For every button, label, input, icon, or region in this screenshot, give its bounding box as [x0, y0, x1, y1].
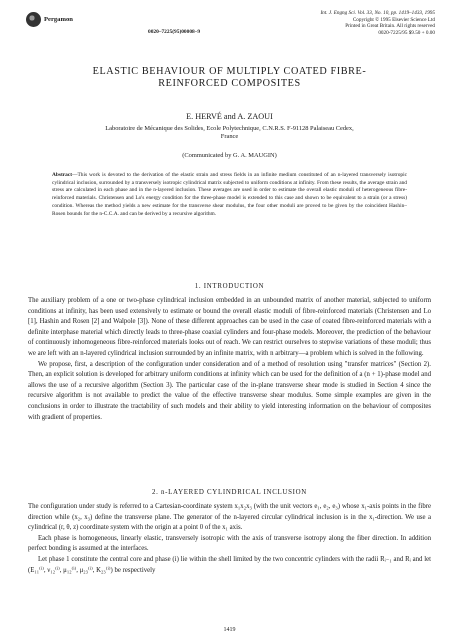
abstract-label: Abstract [52, 172, 73, 178]
section-1-heading: 1. INTRODUCTION [194, 283, 265, 290]
pergamon-logo [26, 12, 41, 27]
section-1-body [28, 296, 431, 423]
price-line: 0020-7225/95 $9.50 + 0.00 [378, 29, 435, 36]
journal-citation: Int. J. Engng Sci. Vol. 33, No. 10, pp. 1419–1433, 1995 [320, 10, 435, 16]
affiliation-line-2: France [220, 133, 239, 141]
affiliation [40, 125, 419, 142]
paragraph: We propose, first, a description of the configuration under consideration and of a method of resolution using "transfer matrices" (Section 2). Then, an explicit solution is developed for arbitrary uniform conditions at infinity which can be used for the definition of a (n + 1)-phase model and allows the use of a recursive algorithm (Section 3). The particular case of the in-plane transverse shear mode is studied in Section 4 since the recursive algorithm is not available to predict the value of the effective transverse shear modulus. Some simple examples are given in the conclusions in order to illustrate the tractability of such models and their ability to yield interesting information on the behaviour of composites with gradient of properties. [28, 360, 431, 421]
title-line-2: REINFORCED COMPOSITES [158, 78, 301, 90]
title-line-1: ELASTIC BEHAVIOUR OF MULTIPLY COATED FIBRE- [92, 66, 367, 77]
paper-title [40, 66, 419, 91]
authors: E. HERVÉ and A. ZAOUI [186, 112, 273, 121]
affiliation-line-1: Laboratoire de Mécanique des Solides, Ecole Polytechnique, C.N.R.S. F-91128 Palaiseau Cedex, [105, 125, 354, 132]
article-code: 0020–7225(95)00008–9 [148, 29, 201, 35]
abstract-text: —This work is devoted to the derivation of the elastic strain and stress fields in an infinite medium constituted of an n-layered transversely isotropic cylindrical inclusion, surrounded by a transversely isotropic cylindrical matrix subjected to uniform conditions at infinity. From these results, the average strain and stress are calculated in each phase and in the n-layered inclusion. These averages are used in order to estimate the overall elastic moduli of heterogeneous fibre-reinforced materials. Christensen and Lo's energy condition for the three-phase model is extended to this case and shown to be equivalent to a strain (or a stress) condition. Whereas the method yields a new estimate for the transverse shear modulus, the four other moduli are proved to be given by the coincident Hashin–Rosen bounds for the n-C.C.A. and can be derived by a recursive algorithm. [52, 172, 407, 217]
journal-header [320, 10, 435, 36]
paragraph: The configuration under study is referred to a Cartesian-coordinate system x₁x₂x₃ (with the unit vectors e₁, e₂, e₃) whose x₁-axis points in the fibre direction while (x₂, x₃) define the transverse plane. The generator of the n-layered circular cylindrical inclusion is in the x₁-direction. We use a cylindrical (r, θ, z) coordinate system with the origin at a point 0 of the x₁ axis. [28, 503, 431, 532]
paragraph: Each phase is homogeneous, linearly elastic, transversely isotropic with the axis of transverse isotropy along the fiber direction. In addition perfect bonding is assumed at the interfaces. [28, 534, 431, 553]
section-2-heading: 2. n-LAYERED CYLINDRICAL INCLUSION [152, 489, 307, 496]
abstract [52, 172, 407, 218]
communicated-by: (Communicated by G. A. MAUGIN) [182, 152, 277, 159]
paragraph: The auxiliary problem of a one or two-phase cylindrical inclusion embedded in an unbounded matrix of another material, subjected to uniform conditions at infinity, has been used extensively to estimate or bound the overall elastic moduli of fibre-reinforced materials (Christensen and Lo [1], Hashin and Rosen [2] and Walpole [3]). None of these different approaches can be used in the case of coated fibre-reinforced materials with a definite interphase material which directly leads to three-phase coaxial cylinders and four-phase models. Moreover, the prediction of the behaviour of continuously inhomogeneous fibre-reinforced materials looks out of reach. We can restrict ourselves to stepwise variations of these moduli; thus we are left with an n-layered cylindrical inclusion surrounded by an infinite matrix, with n arbitrary—a problem which is solved in the following. [28, 297, 431, 357]
copyright-line: Copyright © 1995 Elsevier Science Ltd [352, 16, 435, 23]
page-number: 1419 [223, 627, 236, 633]
publisher-name: Pergamon [44, 16, 73, 23]
section-2-body [28, 502, 431, 576]
printed-line: Printed in Great Britain. All rights reserved [345, 23, 435, 30]
paragraph: Let phase 1 constitute the central core and phase (i) lie within the shell limited by the two concentric cylinders with the radii Rᵢ₋₁ and Rᵢ and let (E₁₁⁽ⁱ⁾, ν₁₂⁽ⁱ⁾, μ₁₂⁽ⁱ⁾, μ₂₃⁽ⁱ⁾, K₂₃⁽ⁱ⁾) be respectively [28, 555, 431, 574]
